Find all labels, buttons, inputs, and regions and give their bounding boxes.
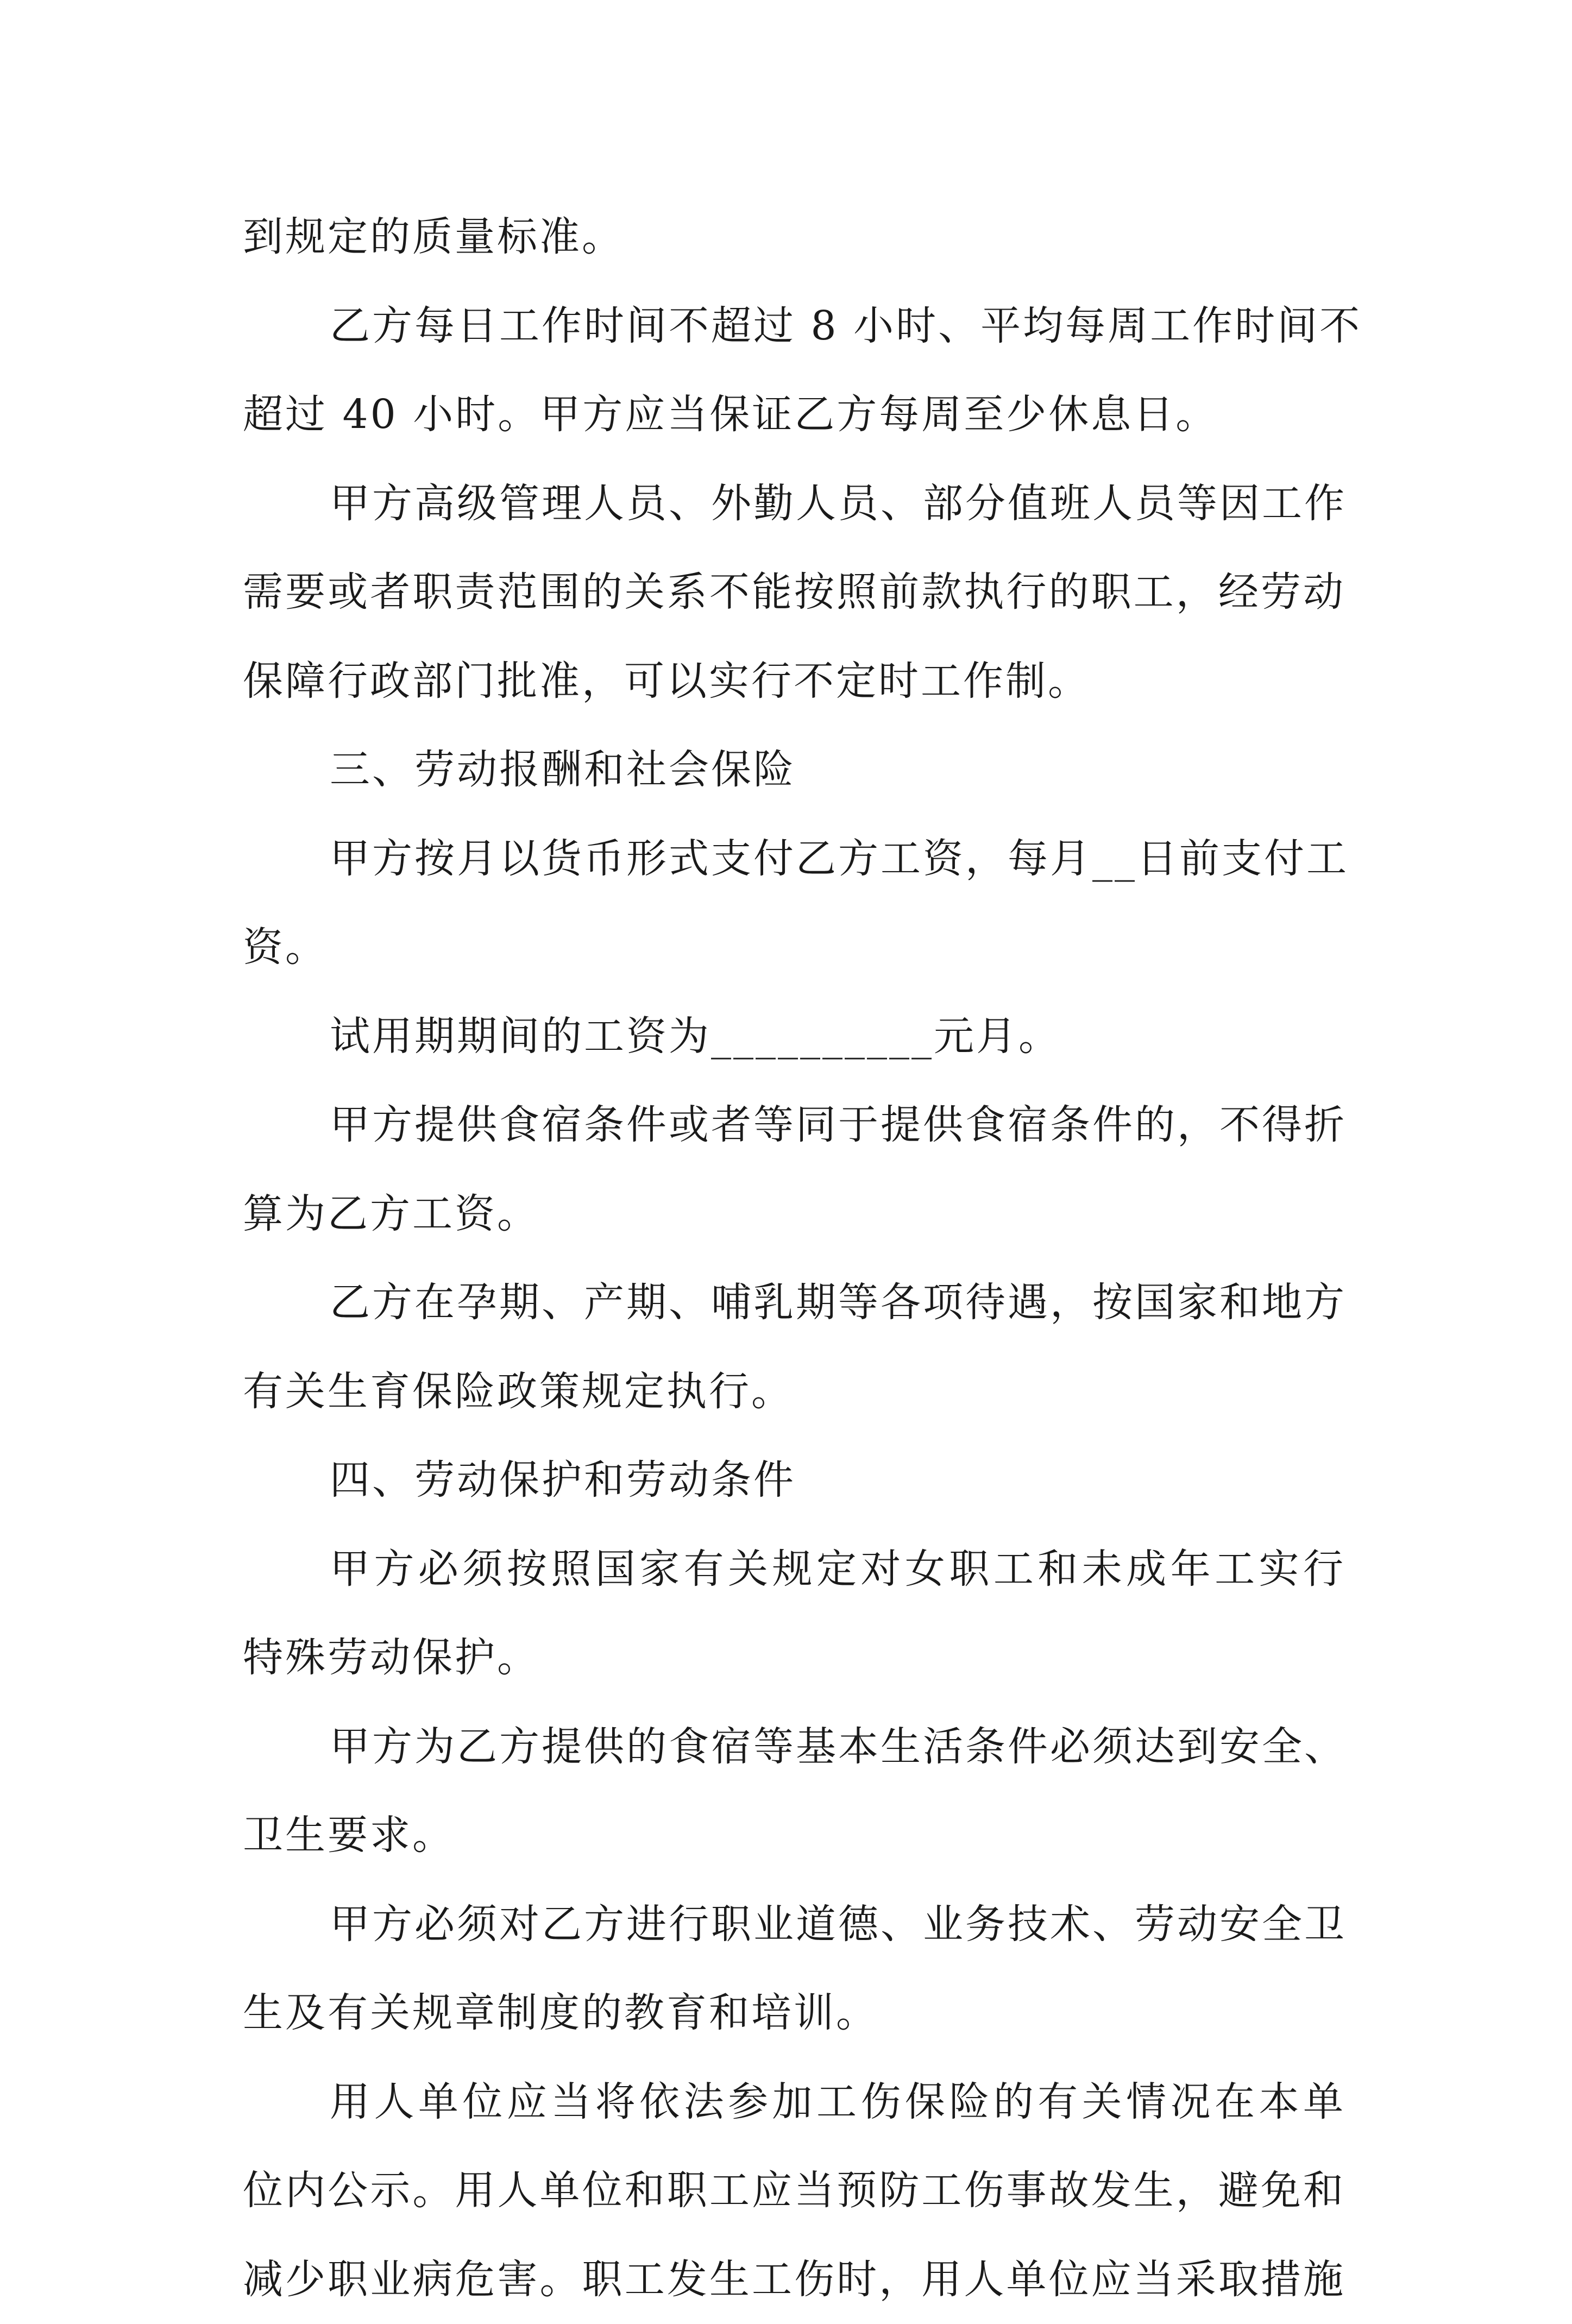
document-body xyxy=(243,193,1345,2324)
text-line: 有关生育保险政策规定执行。 xyxy=(243,1347,1345,1437)
text-line: 用人单位应当将依法参加工伤保险的有关情况在本单 xyxy=(243,2058,1345,2147)
text-line: 特殊劳动保护。 xyxy=(243,1614,1345,1703)
text-line: 甲方提供食宿条件或者等同于提供食宿条件的，不得折 xyxy=(243,1081,1345,1170)
text-line: 资。 xyxy=(243,903,1345,992)
text-line: 甲方按月以货币形式支付乙方工资，每月__日前支付工 xyxy=(243,815,1345,904)
text-line: 甲方高级管理人员、外勤人员、部分值班人员等因工作 xyxy=(243,459,1345,549)
text-line: 到规定的质量标准。 xyxy=(243,193,1345,282)
text-line: 甲方必须按照国家有关规定对女职工和未成年工实行 xyxy=(243,1525,1345,1614)
text-line: 试用期期间的工资为__________元月。 xyxy=(243,992,1345,1081)
text-line: 乙方每日工作时间不超过 8 小时、平均每周工作时间不 xyxy=(243,282,1345,371)
section-heading: 四、劳动保护和劳动条件 xyxy=(243,1436,1345,1525)
section-heading: 三、劳动报酬和社会保险 xyxy=(243,726,1345,815)
text-line: 甲方为乙方提供的食宿等基本生活条件必须达到安全、 xyxy=(243,1703,1345,1792)
text-line: 需要或者职责范围的关系不能按照前款执行的职工，经劳动 xyxy=(243,548,1345,637)
text-line: 算为乙方工资。 xyxy=(243,1170,1345,1259)
text-line: 生及有关规章制度的教育和培训。 xyxy=(243,1969,1345,2058)
text-line: 保障行政部门批准，可以实行不定时工作制。 xyxy=(243,637,1345,726)
text-line: 超过 40 小时。甲方应当保证乙方每周至少休息日。 xyxy=(243,370,1345,459)
text-line: 卫生要求。 xyxy=(243,1791,1345,1880)
text-line: 减少职业病危害。职工发生工伤时，用人单位应当采取措施 xyxy=(243,2235,1345,2324)
text-line: 乙方在孕期、产期、哺乳期等各项待遇，按国家和地方 xyxy=(243,1258,1345,1347)
text-line: 甲方必须对乙方进行职业道德、业务技术、劳动安全卫 xyxy=(243,1880,1345,1969)
text-line: 位内公示。用人单位和职工应当预防工伤事故发生，避免和 xyxy=(243,2146,1345,2235)
